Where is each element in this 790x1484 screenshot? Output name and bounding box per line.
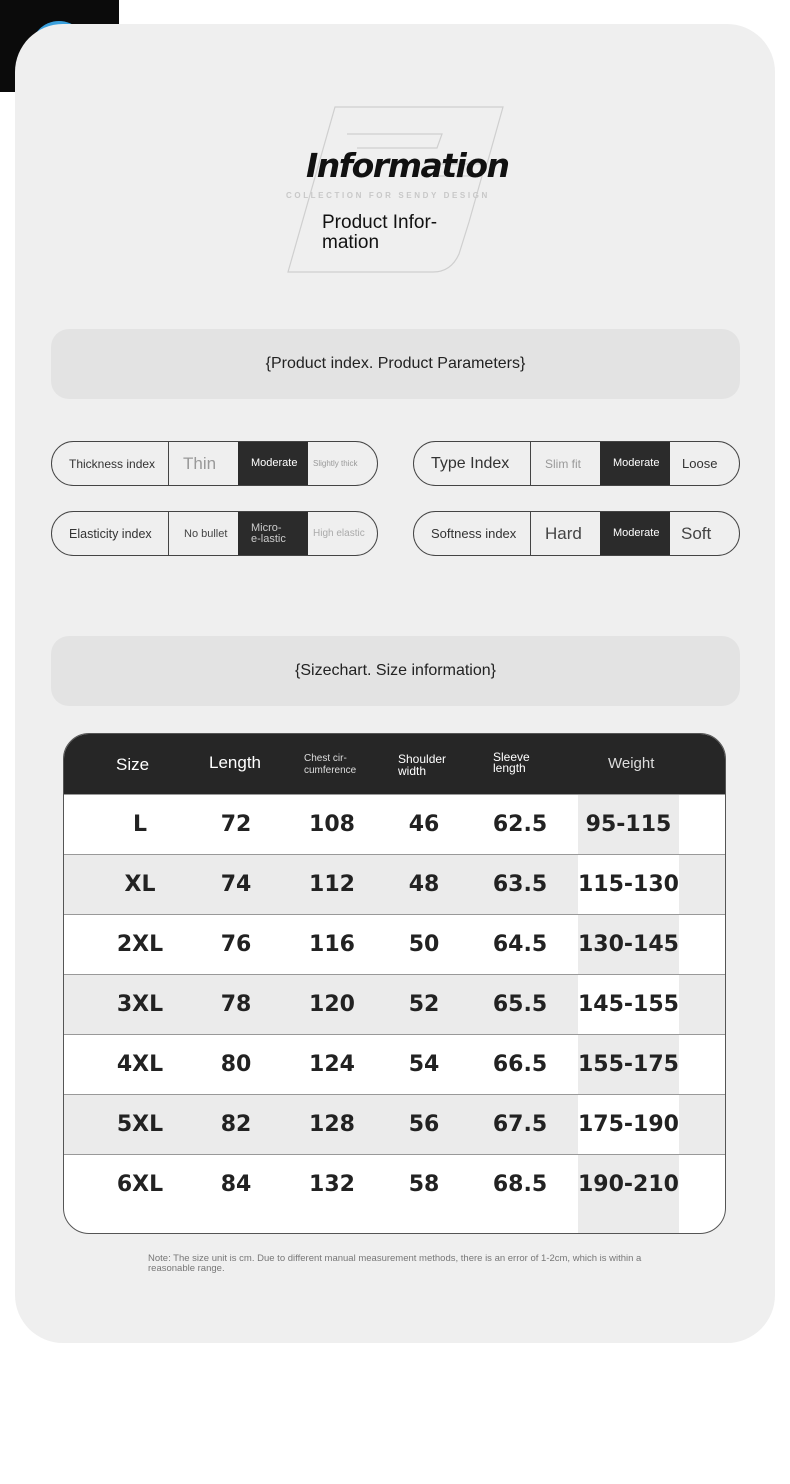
size-table xyxy=(63,733,726,1234)
index-label: Elasticity index xyxy=(69,526,152,541)
table-cell: 80 xyxy=(220,1052,252,1077)
thickness-index xyxy=(51,441,378,486)
index-option: Loose xyxy=(682,456,718,471)
table-cell: 48 xyxy=(408,872,440,897)
index-option: Slim fit xyxy=(530,442,600,485)
table-cell: 132 xyxy=(309,1172,355,1197)
table-cell: 65.5 xyxy=(492,992,548,1017)
header-chest: Chest cir-cumference xyxy=(304,753,357,776)
index-option: Soft xyxy=(681,523,712,543)
index-option: Hard xyxy=(530,512,600,555)
table-row xyxy=(64,1034,726,1094)
index-option: High elastic xyxy=(313,528,365,539)
index-option-selected: Moderate xyxy=(600,442,670,485)
table-cell: 155-175 xyxy=(578,1052,679,1077)
header-length: Length xyxy=(209,753,261,772)
table-cell: 175-190 xyxy=(578,1112,679,1137)
product-information-caption: Product Infor-mation xyxy=(322,212,438,253)
table-cell: 66.5 xyxy=(492,1052,548,1077)
table-cell: 46 xyxy=(408,812,440,837)
index-option: No bullet xyxy=(168,512,238,555)
collection-subtitle: COLLECTION FOR SENDY DESIGN xyxy=(286,191,490,200)
table-cell: 67.5 xyxy=(492,1112,548,1137)
index-option-selected: Moderate xyxy=(238,442,308,485)
table-cell: 128 xyxy=(309,1112,355,1137)
table-cell: 3XL xyxy=(116,992,164,1017)
table-cell: XL xyxy=(124,872,156,897)
product-parameters-banner: {Product index. Product Parameters} xyxy=(51,329,740,399)
index-option-selected: Moderate xyxy=(600,512,670,555)
table-cell: 50 xyxy=(408,932,440,957)
table-row xyxy=(64,854,726,914)
table-cell: 2XL xyxy=(116,932,164,957)
table-row xyxy=(64,974,726,1034)
table-cell: 108 xyxy=(309,812,355,837)
table-cell: 56 xyxy=(408,1112,440,1137)
table-cell: 95-115 xyxy=(585,812,672,837)
size-information-banner: {Sizechart. Size information} xyxy=(51,636,740,706)
table-cell: 124 xyxy=(309,1052,355,1077)
info-title: Information xyxy=(306,146,509,185)
header-sleeve: Sleeve length xyxy=(493,750,530,775)
index-label: Softness index xyxy=(431,526,517,541)
header-weight: Weight xyxy=(608,755,655,772)
table-cell: L xyxy=(132,812,148,837)
table-row xyxy=(64,1154,726,1214)
table-header xyxy=(64,734,726,794)
index-label: Type Index xyxy=(431,454,510,472)
softness-index xyxy=(413,511,740,556)
table-cell: 112 xyxy=(309,872,355,897)
table-cell: 68.5 xyxy=(492,1172,548,1197)
table-cell: 74 xyxy=(220,872,252,897)
elasticity-index xyxy=(51,511,378,556)
table-cell: 145-155 xyxy=(578,992,679,1017)
index-option-selected: Micro-e-lastic xyxy=(238,512,308,555)
index-option: Slightly thick xyxy=(313,459,358,468)
table-cell: 63.5 xyxy=(492,872,548,897)
table-cell: 82 xyxy=(220,1112,252,1137)
table-cell: 84 xyxy=(220,1172,252,1197)
table-cell: 72 xyxy=(220,812,252,837)
table-cell: 5XL xyxy=(116,1112,164,1137)
table-cell: 78 xyxy=(220,992,252,1017)
table-cell: 58 xyxy=(408,1172,440,1197)
table-cell: 62.5 xyxy=(492,812,548,837)
table-cell: 6XL xyxy=(116,1172,164,1197)
table-cell: 76 xyxy=(220,932,252,957)
table-cell: 52 xyxy=(408,992,440,1017)
table-cell: 130-145 xyxy=(578,932,679,957)
table-cell: 54 xyxy=(408,1052,440,1077)
table-cell: 64.5 xyxy=(492,932,548,957)
index-label: Thickness index xyxy=(69,456,156,471)
table-cell: 190-210 xyxy=(578,1172,679,1197)
table-row xyxy=(64,1094,726,1154)
header-shoulder: Shoulder width xyxy=(398,752,447,778)
table-cell: 116 xyxy=(309,932,355,957)
size-note: Note: The size unit is cm. Due to different manual measurement methods, there is an error of 1-2cm, which is within a reasonable range. xyxy=(148,1253,642,1274)
table-row xyxy=(64,914,726,974)
index-option: Thin xyxy=(168,442,238,485)
table-cell: 115-130 xyxy=(578,872,679,897)
header-size: Size xyxy=(116,755,150,774)
table-row xyxy=(64,794,726,854)
table-cell: 120 xyxy=(309,992,355,1017)
table-cell: 4XL xyxy=(116,1052,164,1077)
type-index xyxy=(413,441,740,486)
